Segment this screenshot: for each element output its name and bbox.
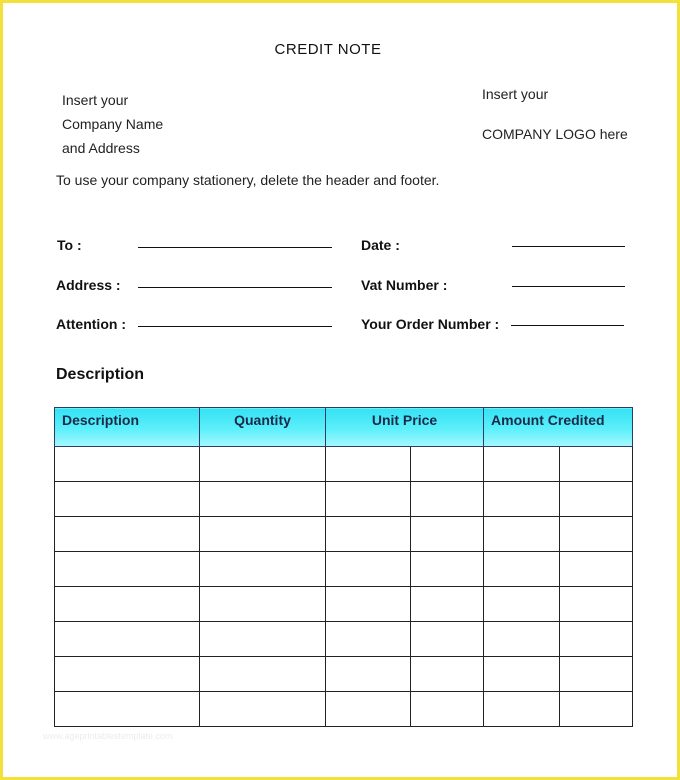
address-field[interactable] — [138, 287, 332, 288]
table-cell[interactable] — [326, 482, 411, 517]
table-row — [55, 657, 633, 692]
date-field[interactable] — [512, 246, 625, 247]
table-cell[interactable] — [55, 692, 200, 727]
logo-line-2: COMPANY LOGO here — [482, 126, 628, 142]
table-cell[interactable] — [484, 517, 560, 552]
table-cell[interactable] — [560, 692, 633, 727]
table-cell[interactable] — [484, 657, 560, 692]
header-amount-credited: Amount Credited — [484, 408, 633, 447]
table-cell[interactable] — [560, 517, 633, 552]
instruction-text: To use your company stationery, delete the header and footer. — [56, 172, 440, 188]
table-cell[interactable] — [326, 517, 411, 552]
header-quantity: Quantity — [200, 408, 326, 447]
table-cell[interactable] — [411, 622, 484, 657]
logo-line-1: Insert your — [482, 86, 549, 102]
table-cell[interactable] — [411, 517, 484, 552]
table-cell[interactable] — [55, 552, 200, 587]
table-cell[interactable] — [484, 622, 560, 657]
table-row — [55, 692, 633, 727]
table-cell[interactable] — [326, 657, 411, 692]
table-body — [55, 447, 633, 727]
to-label: To : — [57, 237, 82, 253]
to-field[interactable] — [138, 247, 332, 248]
vat-number-field[interactable] — [512, 286, 625, 287]
table-cell[interactable] — [411, 657, 484, 692]
table-cell[interactable] — [484, 447, 560, 482]
table-row — [55, 587, 633, 622]
company-line-2: Company Name — [62, 116, 164, 132]
vat-number-label: Vat Number : — [361, 277, 448, 293]
header-unit-price: Unit Price — [326, 408, 484, 447]
order-number-field[interactable] — [511, 325, 624, 326]
table-cell[interactable] — [560, 587, 633, 622]
table-cell[interactable] — [55, 587, 200, 622]
table-cell[interactable] — [326, 587, 411, 622]
table-cell[interactable] — [55, 517, 200, 552]
section-title: Description — [56, 366, 145, 383]
table-row — [55, 482, 633, 517]
table-cell[interactable] — [484, 587, 560, 622]
company-line-3: and Address — [62, 140, 140, 156]
table-cell[interactable] — [411, 447, 484, 482]
table-cell[interactable] — [411, 552, 484, 587]
watermark: www.ageprintablestemplate.com — [43, 731, 173, 741]
table-cell[interactable] — [560, 552, 633, 587]
credit-table — [54, 407, 633, 727]
company-line-1: Insert your — [62, 92, 129, 108]
table-cell[interactable] — [560, 482, 633, 517]
table-cell[interactable] — [484, 692, 560, 727]
table-cell[interactable] — [484, 482, 560, 517]
address-label: Address : — [56, 277, 121, 293]
table-cell[interactable] — [200, 447, 326, 482]
table-row — [55, 552, 633, 587]
table-cell[interactable] — [326, 552, 411, 587]
table-cell[interactable] — [55, 447, 200, 482]
table-cell[interactable] — [411, 692, 484, 727]
attention-field[interactable] — [138, 326, 332, 327]
table-cell[interactable] — [326, 622, 411, 657]
table-cell[interactable] — [55, 482, 200, 517]
table-cell[interactable] — [200, 657, 326, 692]
table-cell[interactable] — [200, 692, 326, 727]
table-header-row — [55, 408, 633, 447]
table-cell[interactable] — [560, 447, 633, 482]
table-cell[interactable] — [200, 482, 326, 517]
table-cell[interactable] — [200, 552, 326, 587]
table-row — [55, 447, 633, 482]
table-cell[interactable] — [411, 587, 484, 622]
table-cell[interactable] — [326, 692, 411, 727]
table-cell[interactable] — [55, 622, 200, 657]
table-cell[interactable] — [200, 587, 326, 622]
table-cell[interactable] — [200, 517, 326, 552]
table-cell[interactable] — [560, 622, 633, 657]
table-cell[interactable] — [484, 552, 560, 587]
page-title: CREDIT NOTE — [274, 41, 382, 58]
table-cell[interactable] — [55, 657, 200, 692]
attention-label: Attention : — [56, 316, 126, 332]
table-row — [55, 622, 633, 657]
date-label: Date : — [361, 237, 400, 253]
table-row — [55, 517, 633, 552]
order-number-label: Your Order Number : — [361, 316, 500, 332]
table-cell[interactable] — [411, 482, 484, 517]
table-cell[interactable] — [560, 657, 633, 692]
table-cell[interactable] — [200, 622, 326, 657]
header-description: Description — [55, 408, 200, 447]
table-cell[interactable] — [326, 447, 411, 482]
